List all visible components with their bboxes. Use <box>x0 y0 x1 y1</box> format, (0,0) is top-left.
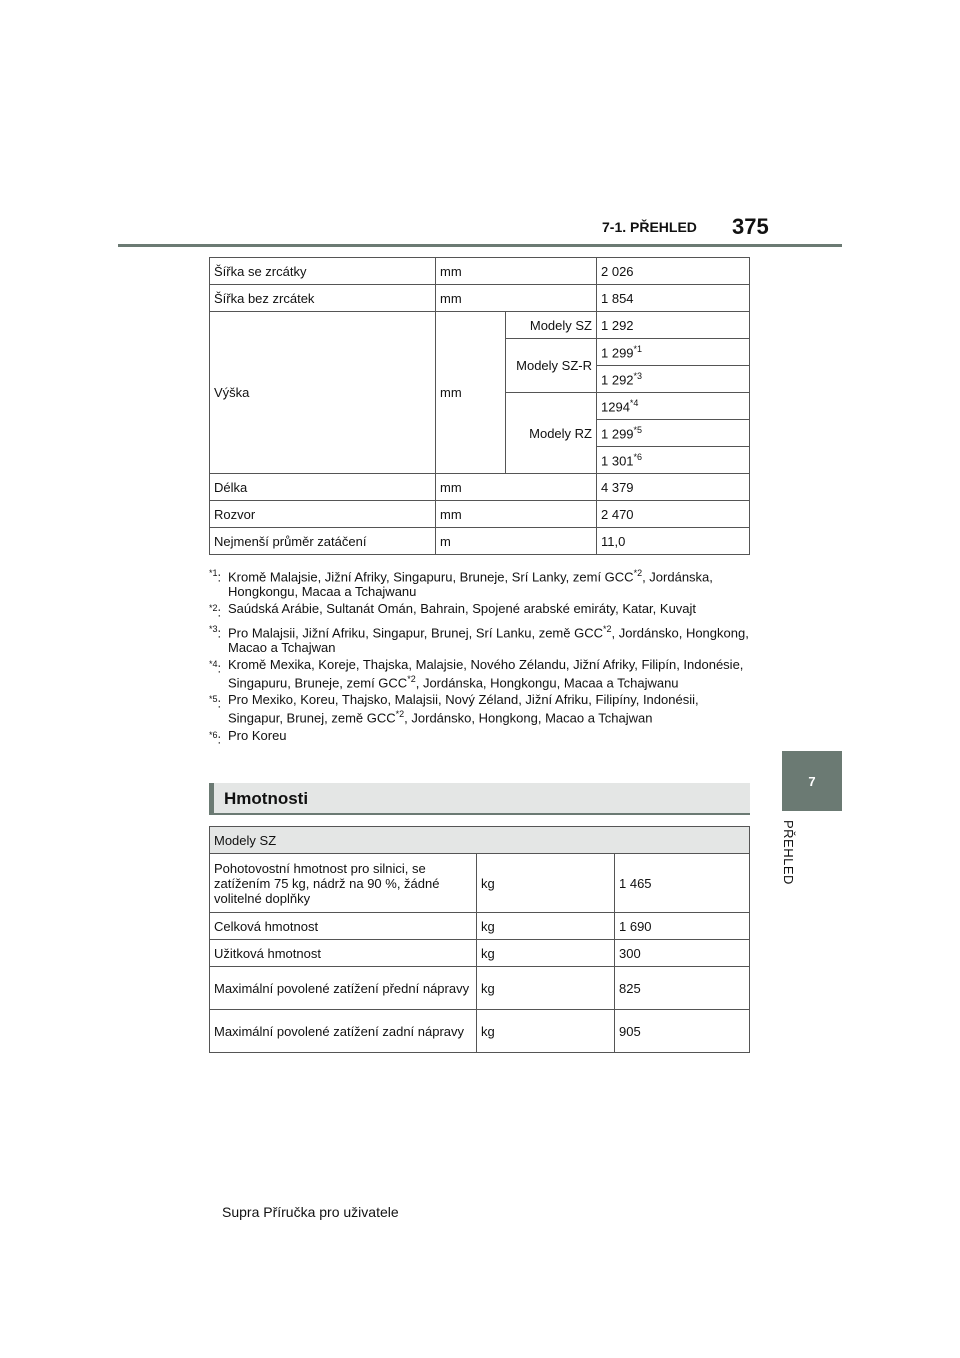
table-row <box>210 1010 750 1053</box>
spec-value: 11,0 <box>597 528 750 555</box>
spec-value: 2 026 <box>597 258 750 285</box>
footnote-text: Pro Koreu <box>228 727 287 743</box>
footnote-text: Kromě Malajsie, Jižní Afriky, Singapuru, Bruneje, Srí Lanky, zemí GCC$^{*2}$, Jordánska, Hongkongu, Macaa a Tchajwanu <box>228 568 713 600</box>
section-heading-text: Hmotnosti <box>224 789 309 808</box>
spec-label: Délka <box>210 474 436 501</box>
section-heading <box>209 783 750 815</box>
table-row <box>210 258 750 285</box>
page-number: 375 <box>732 214 769 239</box>
spec-label: Celková hmotnost <box>210 913 477 940</box>
spec-unit: kg <box>477 967 615 1010</box>
footnote-mark: *1 <box>209 568 218 578</box>
table-row <box>210 940 750 967</box>
spec-value: 1294$^{*4}$ <box>597 393 750 420</box>
footnote-mark: *6 <box>209 729 218 740</box>
spec-label: Pohotovostní hmotnost pro silnici, se zatížením 75 kg, nádrž na 90 %, žádné volitelné doplňky <box>210 854 477 913</box>
spec-unit: mm <box>436 312 506 474</box>
spec-label: Rozvor <box>210 501 436 528</box>
spec-unit: kg <box>477 940 615 967</box>
weights-table <box>209 826 750 1053</box>
spec-label: Šířka se zrcátky <box>210 258 436 285</box>
table-row <box>210 913 750 940</box>
spec-value: 1 301$^{*6}$ <box>597 447 750 474</box>
footnote: $^{*1}$: Kromě Malajsie, Jižní Afriky, Singapuru, Bruneje, Srí Lanky, zemí GCC$^{*2}$, Jordánska, Hongkongu, Macaa a Tchajwanu <box>209 566 754 599</box>
table-row <box>210 312 750 339</box>
spec-label: Výška <box>210 312 436 474</box>
model-label: Modely SZ-R <box>506 339 597 393</box>
footnote-mark: *4 <box>209 658 218 669</box>
chapter-tab[interactable] <box>782 751 842 811</box>
footnote-mark: *3 <box>209 623 218 634</box>
chapter-side-label-text: PŘEHLED <box>781 820 796 885</box>
chapter-tab-number: 7 <box>808 773 816 789</box>
page-footer: Supra Příručka pro uživatele <box>222 1204 399 1220</box>
spec-value: 4 379 <box>597 474 750 501</box>
footnote-mark: *5 <box>209 694 218 705</box>
footnote-text: Pro Mexiko, Koreu, Thajsko, Malajsii, Nový Zéland, Jižní Afriku, Filipíny, Indonésii, Singapur, Brunej, země GCC$^{*2}$, Jordánsko, Hongkong, Macao a Tchajwan <box>228 692 699 726</box>
spec-label: Šířka bez zrcátek <box>210 285 436 312</box>
footnote-ref: *3 <box>633 370 643 381</box>
footnotes <box>209 566 754 748</box>
spec-value: 825 <box>615 967 750 1010</box>
table-row <box>210 501 750 528</box>
spec-unit: kg <box>477 854 615 913</box>
footnote-ref: *4 <box>629 397 639 408</box>
table-group-row <box>210 827 750 854</box>
spec-value: 300 <box>615 940 750 967</box>
header-rule <box>118 244 842 247</box>
footnote: $^{*2}$: Saúdská Arábie, Sultanát Omán, Bahrain, Spojené arabské emiráty, Katar, Kuvajt <box>209 601 754 619</box>
group-label: Modely SZ <box>210 827 750 854</box>
footnote-mark: *2 <box>209 603 218 614</box>
spec-label: Maximální povolené zatížení přední nápravy <box>210 967 477 1010</box>
spec-value: 2 470 <box>597 501 750 528</box>
spec-value: 1 292$^{*3}$ <box>597 366 750 393</box>
table-row <box>210 854 750 913</box>
table-row <box>210 474 750 501</box>
table-row <box>210 528 750 555</box>
footnote: $^{*4}$: Kromě Mexika, Koreje, Thajska, Malajsie, Nového Zélandu, Jižní Afriky, Filipín, Indonésie, Singapuru, Bruneje, zemí GCC$^{*2}$, Jordánska, Hongkongu, Macaa a Tchajwanu <box>209 657 754 690</box>
spec-unit: mm <box>436 501 597 528</box>
spec-value: 1 299$^{*5}$ <box>597 420 750 447</box>
spec-label: Nejmenší průměr zatáčení <box>210 528 436 555</box>
footnote-ref: *6 <box>633 451 643 462</box>
footnote: $^{*3}$: Pro Malajsii, Jižní Afriku, Singapur, Brunej, Srí Lanku, země GCC$^{*2}$, Jordánsko, Hongkong, Macao a Tchajwan <box>209 622 754 655</box>
footnote-text: Pro Malajsii, Jižní Afriku, Singapur, Brunej, Srí Lanku, země GCC$^{*2}$, Jordánsko, Hongkong, Macao a Tchajwan <box>228 623 749 655</box>
dimensions-table <box>209 257 750 555</box>
spec-unit: mm <box>436 285 597 312</box>
spec-unit: mm <box>436 258 597 285</box>
table-row <box>210 285 750 312</box>
spec-value: 1 854 <box>597 285 750 312</box>
spec-unit: kg <box>477 913 615 940</box>
footnote: $^{*5}$: Pro Mexiko, Koreu, Thajsko, Malajsii, Nový Zéland, Jižní Afriku, Filipíny, Indonésii, Singapur, Brunej, země GCC$^{*2}$, Jordánsko, Hongkong, Macao a Tchajwan <box>209 692 754 725</box>
model-label: Modely SZ <box>506 312 597 339</box>
spec-unit: mm <box>436 474 597 501</box>
footnote: $^{*6}$: Pro Koreu <box>209 728 754 746</box>
section-title: 7-1. PŘEHLED <box>602 219 697 235</box>
spec-value: 1 299$^{*1}$ <box>597 339 750 366</box>
table-row <box>210 967 750 1010</box>
spec-value: 1 292 <box>597 312 750 339</box>
footnote-ref: *1 <box>633 343 643 354</box>
spec-value: 1 690 <box>615 913 750 940</box>
spec-label: Užitková hmotnost <box>210 940 477 967</box>
footnote-text: Saúdská Arábie, Sultanát Omán, Bahrain, Spojené arabské emiráty, Katar, Kuvajt <box>228 601 697 617</box>
spec-unit: m <box>436 528 597 555</box>
spec-value: 1 465 <box>615 854 750 913</box>
spec-label: Maximální povolené zatížení zadní nápravy <box>210 1010 477 1053</box>
footnote-ref: *5 <box>633 424 643 435</box>
spec-unit: kg <box>477 1010 615 1053</box>
model-label: Modely RZ <box>506 393 597 474</box>
footnote-text: Kromě Mexika, Koreje, Thajska, Malajsie, Nového Zélandu, Jižní Afriky, Filipín, Indonésie, Singapuru, Bruneje, zemí GCC$^{*2}$, Jordánska, Hongkongu, Macaa a Tchajwanu <box>228 656 744 691</box>
chapter-side-label <box>776 820 816 960</box>
spec-value: 905 <box>615 1010 750 1053</box>
